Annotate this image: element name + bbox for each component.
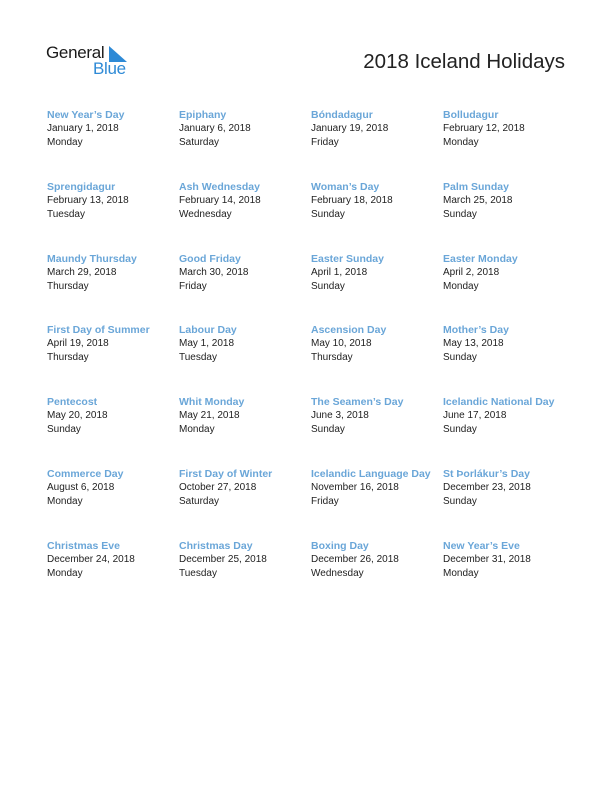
holiday-name: Maundy Thursday	[47, 252, 137, 265]
holiday-entry	[47, 539, 179, 611]
holiday-date: February 12, 2018	[443, 123, 525, 134]
holiday-date: June 17, 2018	[443, 410, 507, 422]
holiday-grid	[47, 108, 577, 611]
holiday-date: March 25, 2018	[443, 194, 513, 206]
holiday-date: May 21, 2018	[179, 410, 240, 422]
holiday-entry	[443, 323, 577, 395]
holiday-entry	[179, 395, 311, 467]
holiday-entry	[47, 108, 179, 180]
holiday-name: Christmas Eve	[47, 539, 120, 552]
holiday-weekday: Thursday	[47, 352, 89, 364]
holiday-weekday: Thursday	[47, 280, 89, 292]
holiday-weekday: Tuesday	[179, 352, 217, 364]
holiday-entry	[443, 252, 577, 324]
holiday-weekday: Sunday	[311, 280, 345, 292]
holiday-name: New Year’s Day	[47, 109, 125, 121]
logo-text-general: General	[46, 43, 105, 62]
holiday-entry	[179, 467, 311, 539]
holiday-entry	[311, 395, 443, 467]
holiday-date: December 26, 2018	[311, 553, 399, 565]
holiday-date: December 31, 2018	[443, 553, 531, 565]
holiday-entry	[443, 108, 577, 180]
holiday-date: April 1, 2018	[311, 266, 368, 278]
holiday-weekday: Monday	[47, 567, 83, 579]
holiday-weekday: Sunday	[47, 424, 81, 436]
holiday-date: April 19, 2018	[47, 338, 109, 350]
holiday-entry	[179, 323, 311, 395]
holiday-date: May 10, 2018	[311, 338, 372, 350]
holiday-name: Icelandic National Day	[443, 396, 555, 409]
holiday-date: February 18, 2018	[311, 194, 393, 206]
holiday-date: February 13, 2018	[47, 194, 129, 206]
brand-logo	[46, 44, 136, 80]
holiday-weekday: Friday	[311, 137, 339, 148]
holiday-name: Mother’s Day	[443, 324, 509, 337]
holiday-weekday: Wednesday	[311, 567, 364, 579]
holiday-entry	[47, 395, 179, 467]
holiday-entry	[311, 180, 443, 252]
holiday-name: Ascension Day	[311, 324, 387, 337]
holiday-name: Good Friday	[179, 252, 241, 265]
holiday-name: Commerce Day	[47, 467, 124, 480]
holiday-date: June 3, 2018	[311, 410, 369, 422]
holiday-entry	[311, 323, 443, 395]
holiday-weekday: Sunday	[443, 495, 477, 507]
holiday-date: January 19, 2018	[311, 123, 389, 134]
holiday-entry	[179, 539, 311, 611]
holiday-weekday: Sunday	[443, 208, 477, 220]
holiday-date: November 16, 2018	[311, 481, 399, 493]
holiday-entry	[311, 108, 443, 180]
holiday-weekday: Saturday	[179, 137, 220, 148]
holiday-name: Whit Monday	[179, 396, 245, 409]
holiday-date: March 29, 2018	[47, 266, 117, 278]
holiday-entry	[443, 539, 577, 611]
holiday-date: March 30, 2018	[179, 266, 249, 278]
holiday-entry	[47, 180, 179, 252]
holiday-weekday: Sunday	[443, 352, 477, 364]
holiday-weekday: Monday	[179, 424, 215, 436]
holiday-name: Bolludagur	[443, 109, 499, 121]
holiday-name: Sprengidagur	[47, 180, 116, 193]
holiday-weekday: Saturday	[179, 495, 220, 507]
holiday-weekday: Sunday	[311, 424, 345, 436]
holiday-name: Pentecost	[47, 396, 98, 409]
holiday-name: The Seamen’s Day	[311, 396, 404, 409]
holiday-weekday: Thursday	[311, 352, 353, 364]
holiday-date: February 14, 2018	[179, 194, 261, 206]
holiday-date: December 25, 2018	[179, 553, 267, 565]
holiday-date: January 1, 2018	[47, 123, 119, 134]
holiday-name: First Day of Winter	[179, 467, 273, 480]
holiday-entry	[311, 252, 443, 324]
holiday-entry	[443, 180, 577, 252]
holiday-date: August 6, 2018	[47, 481, 115, 493]
holiday-date: May 13, 2018	[443, 338, 504, 350]
holiday-name: Easter Monday	[443, 252, 518, 265]
holiday-entry	[443, 395, 577, 467]
holiday-name: Bóndadagur	[311, 109, 373, 121]
holiday-weekday: Friday	[311, 495, 339, 507]
holiday-name: Easter Sunday	[311, 252, 384, 265]
holiday-date: May 1, 2018	[179, 338, 235, 350]
holiday-weekday: Tuesday	[179, 567, 217, 579]
holiday-date: January 6, 2018	[179, 123, 251, 134]
holiday-weekday: Sunday	[311, 208, 345, 220]
holiday-entry	[179, 180, 311, 252]
holiday-weekday: Sunday	[443, 424, 477, 436]
holiday-name: Epiphany	[179, 109, 227, 121]
holiday-name: Boxing Day	[311, 539, 369, 552]
holiday-date: May 20, 2018	[47, 410, 108, 422]
page-title: 2018 Iceland Holidays	[363, 50, 565, 73]
holiday-date: April 2, 2018	[443, 266, 500, 278]
holiday-entry	[179, 252, 311, 324]
holiday-entry	[311, 467, 443, 539]
holiday-weekday: Monday	[443, 567, 479, 579]
holiday-entry	[47, 323, 179, 395]
holiday-entry	[443, 467, 577, 539]
holiday-entry	[311, 539, 443, 611]
holiday-name: Ash Wednesday	[179, 180, 260, 193]
holiday-entry	[47, 252, 179, 324]
holiday-weekday: Wednesday	[179, 208, 232, 220]
holiday-name: Palm Sunday	[443, 180, 509, 193]
holiday-name: Christmas Day	[179, 539, 253, 552]
holiday-date: December 24, 2018	[47, 553, 135, 565]
holiday-name: New Year’s Eve	[443, 539, 520, 552]
holiday-name: Icelandic Language Day	[311, 467, 431, 480]
holiday-weekday: Tuesday	[47, 208, 85, 220]
holiday-date: December 23, 2018	[443, 481, 531, 493]
holiday-entry	[47, 467, 179, 539]
holiday-weekday: Friday	[179, 280, 207, 292]
logo-text-blue: Blue	[93, 59, 126, 78]
holiday-weekday: Monday	[47, 137, 83, 148]
holiday-date: October 27, 2018	[179, 481, 257, 493]
holiday-weekday: Monday	[443, 280, 479, 292]
holiday-name: Woman’s Day	[311, 180, 380, 193]
holiday-name: St Þorlákur’s Day	[443, 467, 530, 480]
holiday-weekday: Monday	[47, 495, 83, 507]
holiday-entry	[179, 108, 311, 180]
holiday-name: Labour Day	[179, 324, 237, 337]
holiday-name: First Day of Summer	[47, 324, 150, 337]
holiday-weekday: Monday	[443, 137, 479, 148]
